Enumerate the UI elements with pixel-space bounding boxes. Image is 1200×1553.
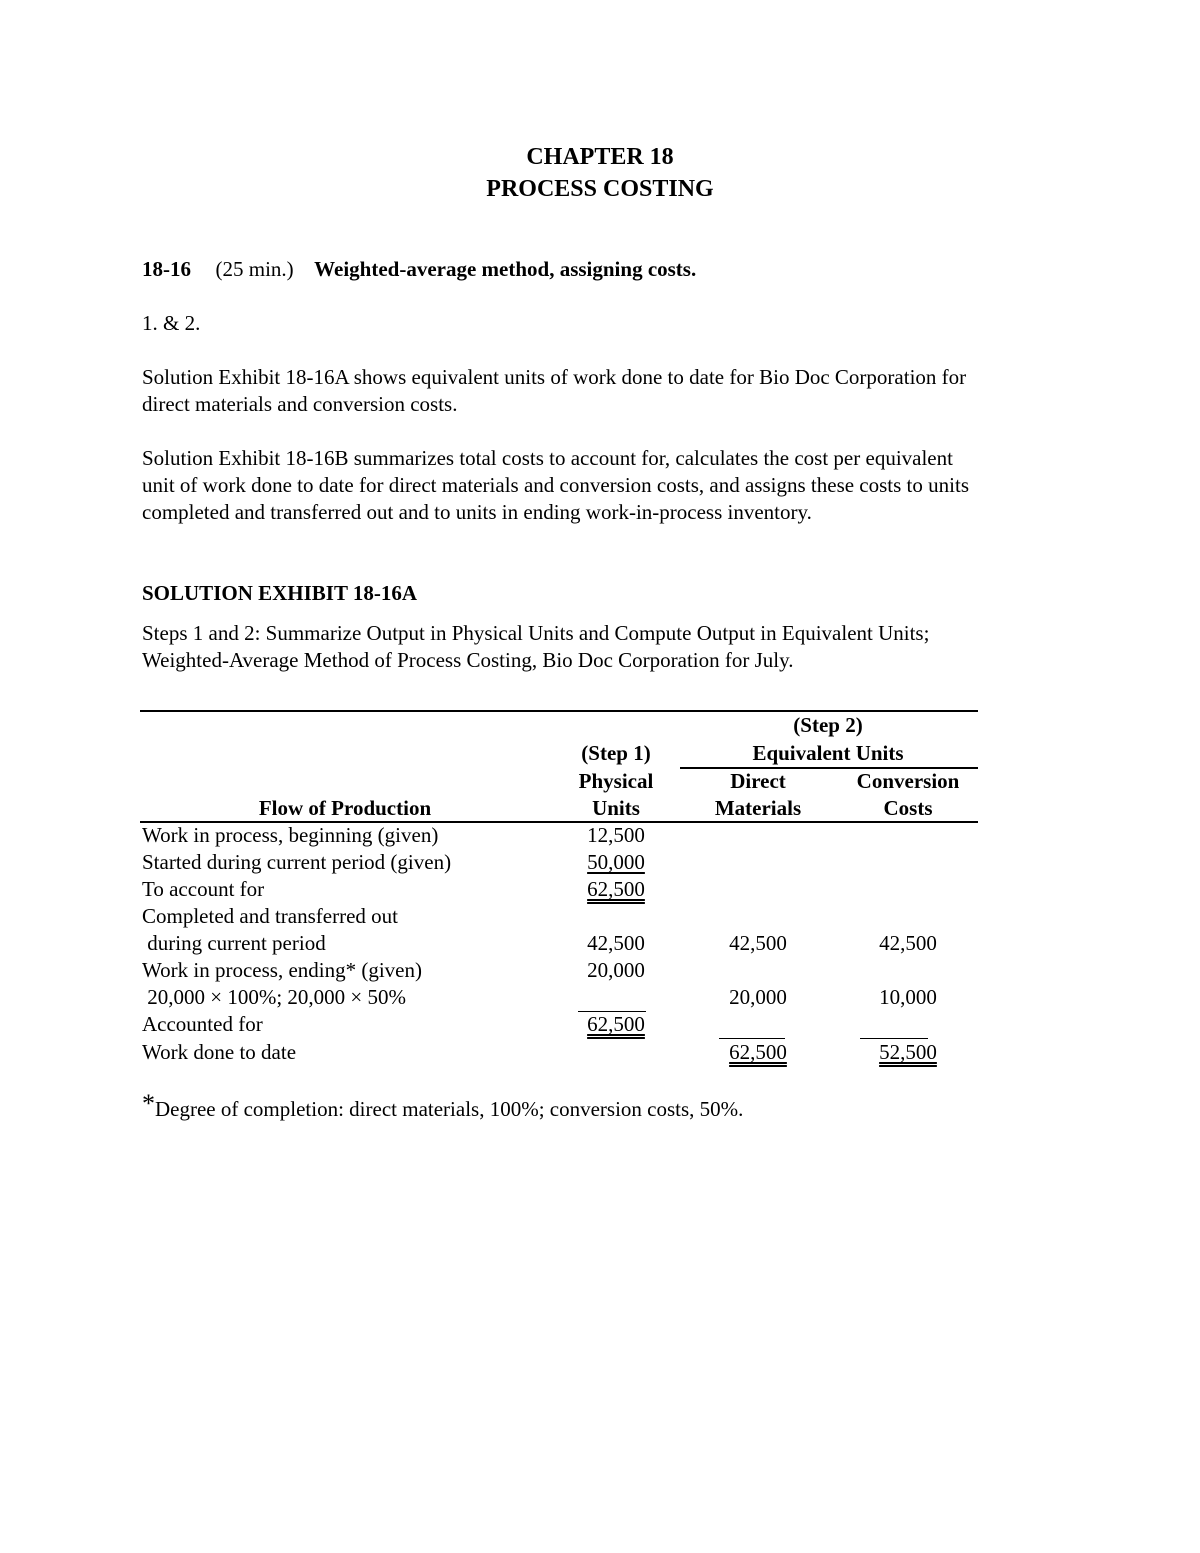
header-flow-of-production: Flow of Production	[258, 796, 432, 820]
physical-units-value: 42,500	[587, 931, 645, 955]
header-step2: (Step 2)	[793, 713, 863, 737]
conversion-costs-blank-rule	[860, 1038, 928, 1039]
conversion-costs-value: 42,500	[879, 931, 937, 955]
header-equivalent-units: Equivalent Units	[752, 741, 904, 765]
table-top-rule	[140, 710, 978, 712]
footnote-mark: *	[142, 1089, 155, 1118]
table-row-label: during current period	[142, 931, 326, 955]
exhibit-subtitle-line-1: Steps 1 and 2: Summarize Output in Physical Units and Compute Output in Equivalent Units;	[142, 621, 930, 645]
table-row-label: Completed and transferred out	[142, 904, 398, 928]
paragraph-2-line-2: unit of work done to date for direct materials and conversion costs, and assigns these costs to units	[142, 473, 969, 497]
exhibit-title: SOLUTION EXHIBIT 18-16A	[142, 581, 418, 605]
conversion-costs-total: 52,500	[879, 1040, 937, 1064]
chapter-number: CHAPTER 18	[526, 144, 674, 170]
direct-materials-total: 62,500	[729, 1040, 787, 1064]
table-row-label: 20,000 × 100%; 20,000 × 50%	[142, 985, 407, 1009]
problem-time: (25 min.)	[215, 257, 294, 281]
header-step1: (Step 1)	[581, 741, 651, 765]
table-row-label: Work done to date	[142, 1040, 297, 1064]
table-row-label: To account for	[142, 877, 265, 901]
problem-title: Weighted-average method, assigning costs.	[314, 257, 697, 281]
table-row-label: Started during current period (given)	[142, 850, 452, 874]
physical-units-value: 20,000	[587, 958, 645, 982]
header-materials: Materials	[714, 796, 802, 820]
header-direct: Direct	[730, 769, 786, 793]
direct-materials-value: 42,500	[729, 931, 787, 955]
header-conversion: Conversion	[856, 769, 960, 793]
header-units: Units	[592, 796, 640, 820]
exhibit-subtitle-line-2: Weighted-Average Method of Process Costing, Bio Doc Corporation for July.	[142, 648, 794, 672]
direct-materials-blank-rule	[719, 1038, 785, 1039]
parts-label: 1. & 2.	[142, 311, 201, 335]
table-row-label: Work in process, beginning (given)	[142, 823, 439, 847]
header-costs: Costs	[883, 796, 933, 820]
table-row-label: Work in process, ending* (given)	[142, 958, 422, 982]
footnote	[142, 1089, 744, 1123]
paragraph-1-line-1: Solution Exhibit 18-16A shows equivalent units of work done to date for Bio Doc Corporation for	[142, 365, 967, 389]
paragraph-2-line-1: Solution Exhibit 18-16B summarizes total costs to account for, calculates the cost per equivalent	[142, 446, 953, 470]
problem-number: 18-16	[142, 257, 191, 281]
physical-units-total: 62,500	[587, 1012, 645, 1036]
header-physical: Physical	[578, 769, 654, 793]
physical-units-value: 50,000	[587, 850, 645, 874]
physical-units-value: 12,500	[587, 823, 645, 847]
paragraph-1-line-2: direct materials and conversion costs.	[142, 392, 458, 416]
physical-units-total: 62,500	[587, 877, 645, 901]
paragraph-2-line-3: completed and transferred out and to units in ending work-in-process inventory.	[142, 500, 812, 524]
footnote-text: Degree of completion: direct materials, 100%; conversion costs, 50%.	[155, 1097, 744, 1121]
direct-materials-value: 20,000	[729, 985, 787, 1009]
conversion-costs-value: 10,000	[879, 985, 937, 1009]
table-row-label: Accounted for	[142, 1012, 263, 1036]
chapter-title: PROCESS COSTING	[486, 176, 714, 202]
problem-header	[142, 256, 696, 283]
